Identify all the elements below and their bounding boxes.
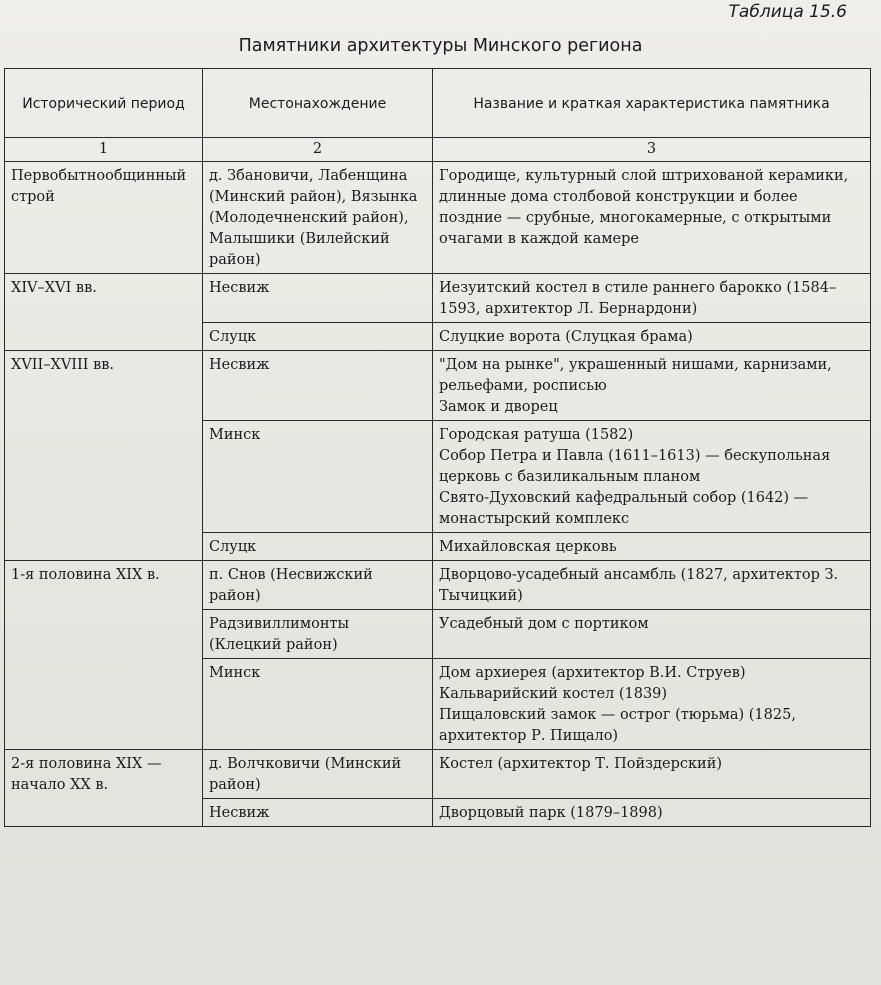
monument-entry: "Дом на рынке", украшенный нишами, карнизами, рельефами, росписью xyxy=(439,357,832,394)
header-period: Исторический период xyxy=(5,69,203,138)
table-row xyxy=(5,274,871,323)
column-number: 1 xyxy=(5,138,203,162)
location-cell: д. Збановичи, Лабенщина (Минский район), Вязынка (Молодечненский район), Малышики (Вилейский район) xyxy=(203,162,433,274)
period-cell: 1-я половина XIX в. xyxy=(5,561,203,750)
table-caption: Таблица 15.6 xyxy=(728,2,847,22)
monument-entry: Пищаловский замок — острог (тюрьма) (1825, архитектор Р. Пищало) xyxy=(439,707,796,744)
period-cell: XIV–XVI вв. xyxy=(5,274,203,351)
monument-cell xyxy=(433,162,871,274)
location-cell: Минск xyxy=(203,421,433,533)
location-cell: Несвиж xyxy=(203,799,433,827)
monument-cell xyxy=(433,610,871,659)
monument-entry: Иезуитский костел в стиле раннего барокко (1584–1593, архитектор Л. Бернардони) xyxy=(439,280,837,317)
monument-cell xyxy=(433,274,871,323)
location-cell: Несвиж xyxy=(203,351,433,421)
table-row xyxy=(5,750,871,799)
period-cell: Первобытнообщинный строй xyxy=(5,162,203,274)
column-number: 3 xyxy=(433,138,871,162)
monument-cell xyxy=(433,421,871,533)
table-row xyxy=(5,561,871,610)
column-number: 2 xyxy=(203,138,433,162)
monument-entry: Костел (архитектор Т. Пойздерский) xyxy=(439,756,723,772)
monument-entry: Михайловская церковь xyxy=(439,539,617,555)
location-cell: Слуцк xyxy=(203,533,433,561)
monuments-table xyxy=(4,68,871,827)
period-cell: XVII–XVIII вв. xyxy=(5,351,203,561)
monument-cell xyxy=(433,750,871,799)
table-title: Памятники архитектуры Минского региона xyxy=(238,36,643,56)
column-number-row xyxy=(5,138,871,162)
header-monument: Название и краткая характеристика памятника xyxy=(433,69,871,138)
monument-entry: Кальварийский костел (1839) xyxy=(439,686,668,702)
location-cell: п. Снов (Несвижский район) xyxy=(203,561,433,610)
header-row xyxy=(5,69,871,138)
location-cell: Несвиж xyxy=(203,274,433,323)
monument-entry: Собор Петра и Павла (1611–1613) — бескупольная церковь с базиликальным планом xyxy=(439,448,831,485)
location-cell: Радзивиллимонты (Клецкий район) xyxy=(203,610,433,659)
monument-entry: Городская ратуша (1582) xyxy=(439,427,634,443)
monument-entry: Усадебный дом с портиком xyxy=(439,616,649,632)
monument-cell xyxy=(433,561,871,610)
monument-cell xyxy=(433,659,871,750)
table-row xyxy=(5,351,871,421)
monument-cell xyxy=(433,799,871,827)
location-cell: Слуцк xyxy=(203,323,433,351)
monument-entry: Городище, культурный слой штрихованой керамики, длинные дома столбовой конструкции и более поздние — срубные, многокамерные, с открытыми очагами в каждой камере xyxy=(439,168,849,247)
monument-entry: Слуцкие ворота (Слуцкая брама) xyxy=(439,329,693,345)
location-cell: д. Волчковичи (Минский район) xyxy=(203,750,433,799)
monument-cell xyxy=(433,351,871,421)
monument-entry: Дом архиерея (архитектор В.И. Струев) xyxy=(439,665,746,681)
monument-entry: Свято-Духовский кафедральный собор (1642) — монастырский комплекс xyxy=(439,490,809,527)
header-location: Местонахождение xyxy=(203,69,433,138)
monument-entry: Дворцовый парк (1879–1898) xyxy=(439,805,663,821)
location-cell: Минск xyxy=(203,659,433,750)
period-cell: 2-я половина XIX — начало XX в. xyxy=(5,750,203,827)
monument-entry: Замок и дворец xyxy=(439,399,558,415)
table-row xyxy=(5,162,871,274)
monument-cell xyxy=(433,323,871,351)
monument-entry: Дворцово-усадебный ансамбль (1827, архитектор З. Тычицкий) xyxy=(439,567,839,604)
table-body xyxy=(5,162,871,827)
monument-cell xyxy=(433,533,871,561)
